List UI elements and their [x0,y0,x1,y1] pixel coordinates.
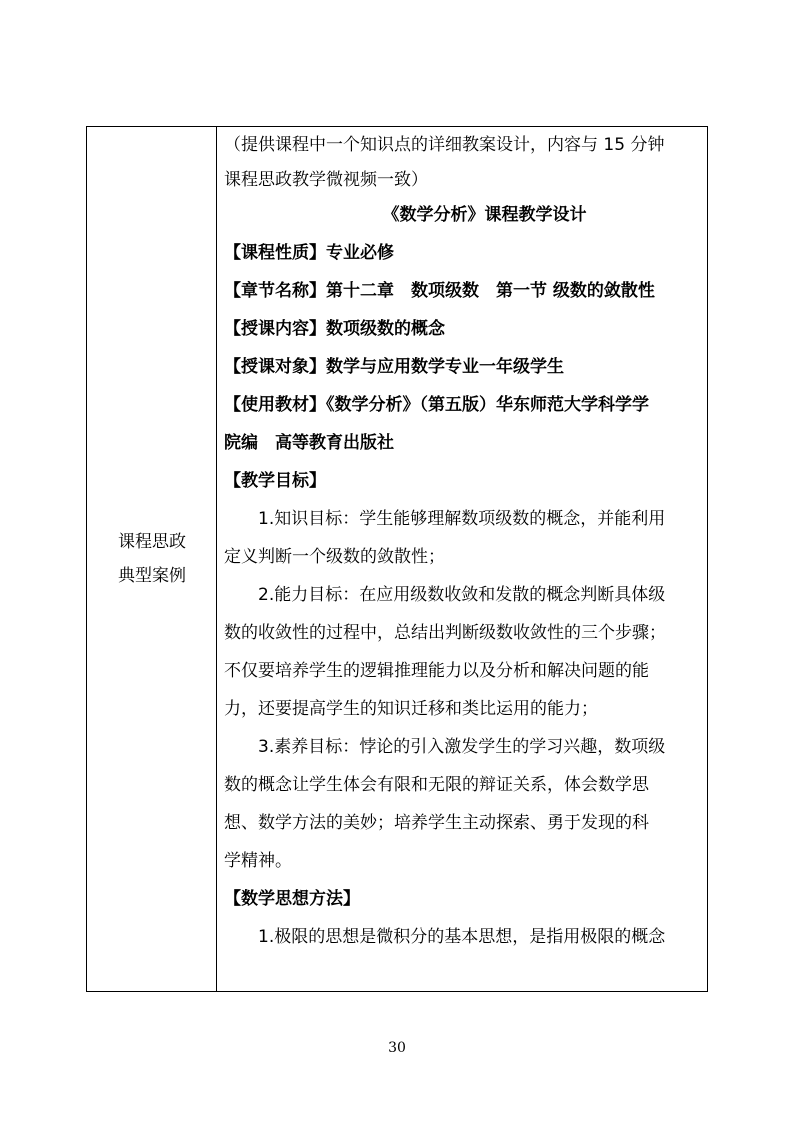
textbook-line-2: 院编 高等教育出版社 [224,433,394,453]
content-column [218,127,705,991]
objective-line: 想、数学方法的美妙；培养学生主动探索、勇于发现的科 [224,813,649,833]
chapter-name: 【章节名称】第十二章 数项级数 第一节 级数的敛散性 [224,281,655,301]
course-nature: 【课程性质】专业必修 [224,243,394,263]
objective-line: 数的概念让学生体会有限和无限的辩证关系，体会数学思 [224,775,649,795]
objective-line: 3.素养目标：悖论的引入激发学生的学习兴趣，数项级 [258,737,666,757]
left-column [87,127,217,991]
objective-line: 学精神。 [224,851,292,871]
objective-line: 1.知识目标：学生能够理解数项级数的概念，并能利用 [258,509,666,529]
document-title: 《数学分析》课程教学设计 [382,205,587,225]
page-number: 30 [388,1040,406,1056]
objective-line: 定义判断一个级数的敛散性； [224,547,445,567]
row-label-line-1: 课程思政 [118,532,186,552]
method-line: 1.极限的思想是微积分的基本思想，是指用极限的概念 [258,927,666,947]
row-label-line-2: 典型案例 [118,566,186,586]
lesson-content: 【授课内容】数项级数的概念 [224,319,445,339]
methods-heading: 【数学思想方法】 [224,889,360,909]
objective-line: 2.能力目标：在应用级数收敛和发散的概念判断具体级 [258,585,666,605]
objective-line: 数的收敛性的过程中，总结出判断级数收敛性的三个步骤； [224,623,666,643]
lesson-audience: 【授课对象】数学与应用数学专业一年级学生 [224,357,564,377]
objective-line: 力，还要提高学生的知识迁移和类比运用的能力； [224,699,598,719]
textbook-line-1: 【使用教材】《数学分析》（第五版）华东师范大学科学学 [224,395,649,415]
intro-line-2: 课程思政教学微视频一致） [224,170,428,190]
objectives-heading: 【教学目标】 [224,471,326,491]
lesson-plan-table [86,126,708,992]
intro-line-1: （提供课程中一个知识点的详细教案设计，内容与 15 分钟 [224,135,665,155]
objective-line: 不仅要培养学生的逻辑推理能力以及分析和解决问题的能 [224,661,649,681]
row-label [87,525,217,593]
